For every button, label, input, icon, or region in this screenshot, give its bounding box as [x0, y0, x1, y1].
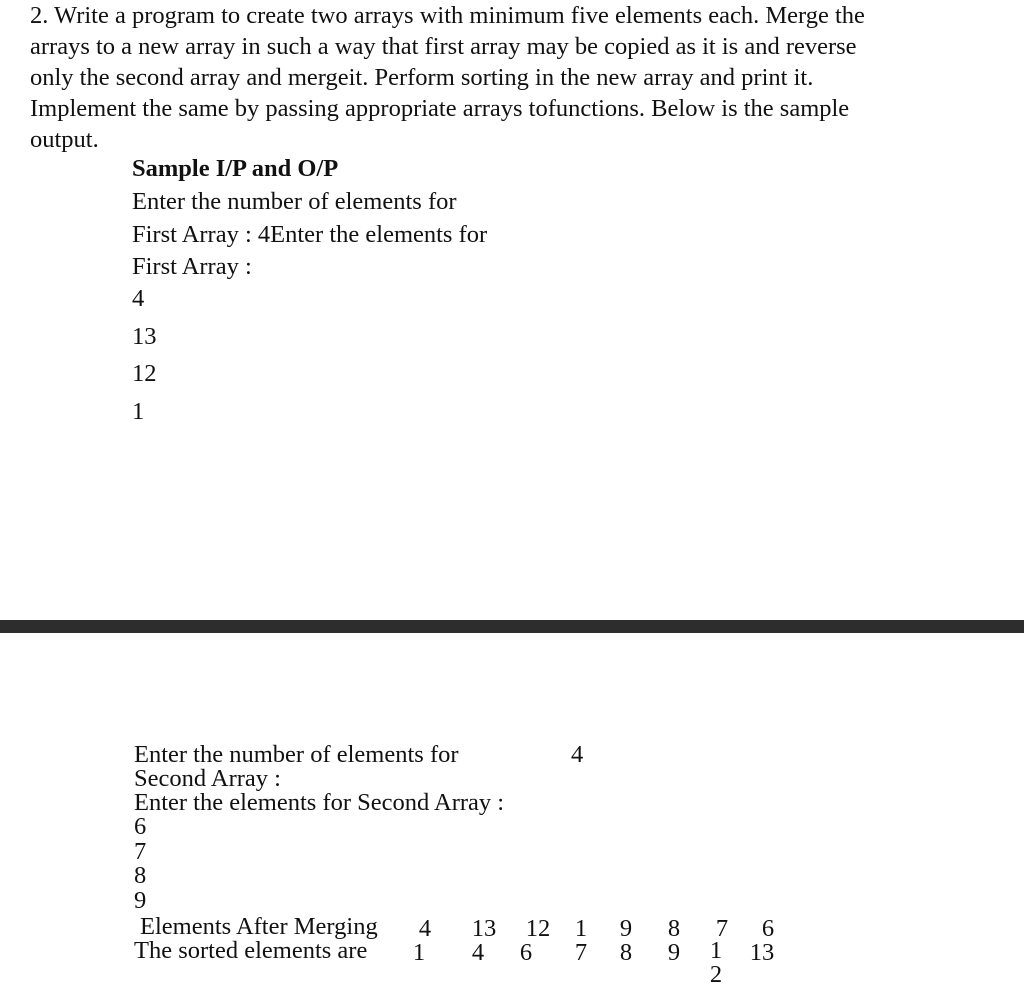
question-line: arrays to a new array in such a way that first array may be copied as it is and reverse — [30, 33, 857, 60]
question-text — [30, 0, 1015, 155]
sample-prompt-line: First Array : 4Enter the elements for — [132, 221, 488, 248]
second-input-value: 9 — [134, 887, 147, 914]
second-count-value: 4 — [571, 741, 584, 768]
question-line: output. — [30, 126, 99, 153]
merged-label: Elements After Merging — [140, 913, 378, 940]
sample-prompt-line: First Array : — [132, 253, 252, 280]
sorted-value: 4 — [471, 939, 485, 966]
sorted-value: 1 2 — [709, 937, 723, 988]
question-line: only the second array and mergeit. Perform sorting in the new array and print it. — [30, 64, 814, 91]
merged-value: 7 — [715, 915, 729, 942]
second-input-value: 6 — [134, 813, 147, 840]
merged-value: 8 — [667, 915, 681, 942]
first-input-value: 4 — [132, 285, 145, 312]
second-elements-prompt: Enter the elements for Second Array : — [134, 789, 505, 816]
sorted-label: The sorted elements are — [134, 937, 368, 964]
merged-value: 4 — [418, 915, 432, 942]
page-divider — [0, 620, 1024, 633]
merged-value: 6 — [761, 915, 775, 942]
sorted-value: 7 — [574, 939, 588, 966]
first-input-value: 12 — [132, 360, 157, 387]
sorted-value: 6 — [519, 939, 533, 966]
sorted-value: 13 — [749, 939, 775, 966]
first-input-value: 1 — [132, 398, 145, 425]
sample-heading: Sample I/P and O/P — [132, 155, 339, 182]
question-line: Implement the same by passing appropriate arrays tofunctions. Below is the sample — [30, 95, 850, 122]
merged-value: 13 — [471, 915, 497, 942]
sorted-value: 8 — [619, 939, 633, 966]
sorted-value: 1 — [412, 939, 426, 966]
second-prompt-line: Enter the number of elements for — [134, 741, 459, 768]
second-input-value: 7 — [134, 838, 147, 865]
merged-value: 12 — [525, 915, 551, 942]
second-prompt-line: Second Array : — [134, 765, 281, 792]
second-input-value: 8 — [134, 862, 147, 889]
merged-value: 1 — [574, 915, 588, 942]
merged-value: 9 — [619, 915, 633, 942]
sorted-value: 9 — [667, 939, 681, 966]
first-input-value: 13 — [132, 323, 157, 350]
question-line: 2. Write a program to create two arrays with minimum five elements each. Merge the — [30, 2, 865, 29]
sample-prompt-line: Enter the number of elements for — [132, 188, 457, 215]
